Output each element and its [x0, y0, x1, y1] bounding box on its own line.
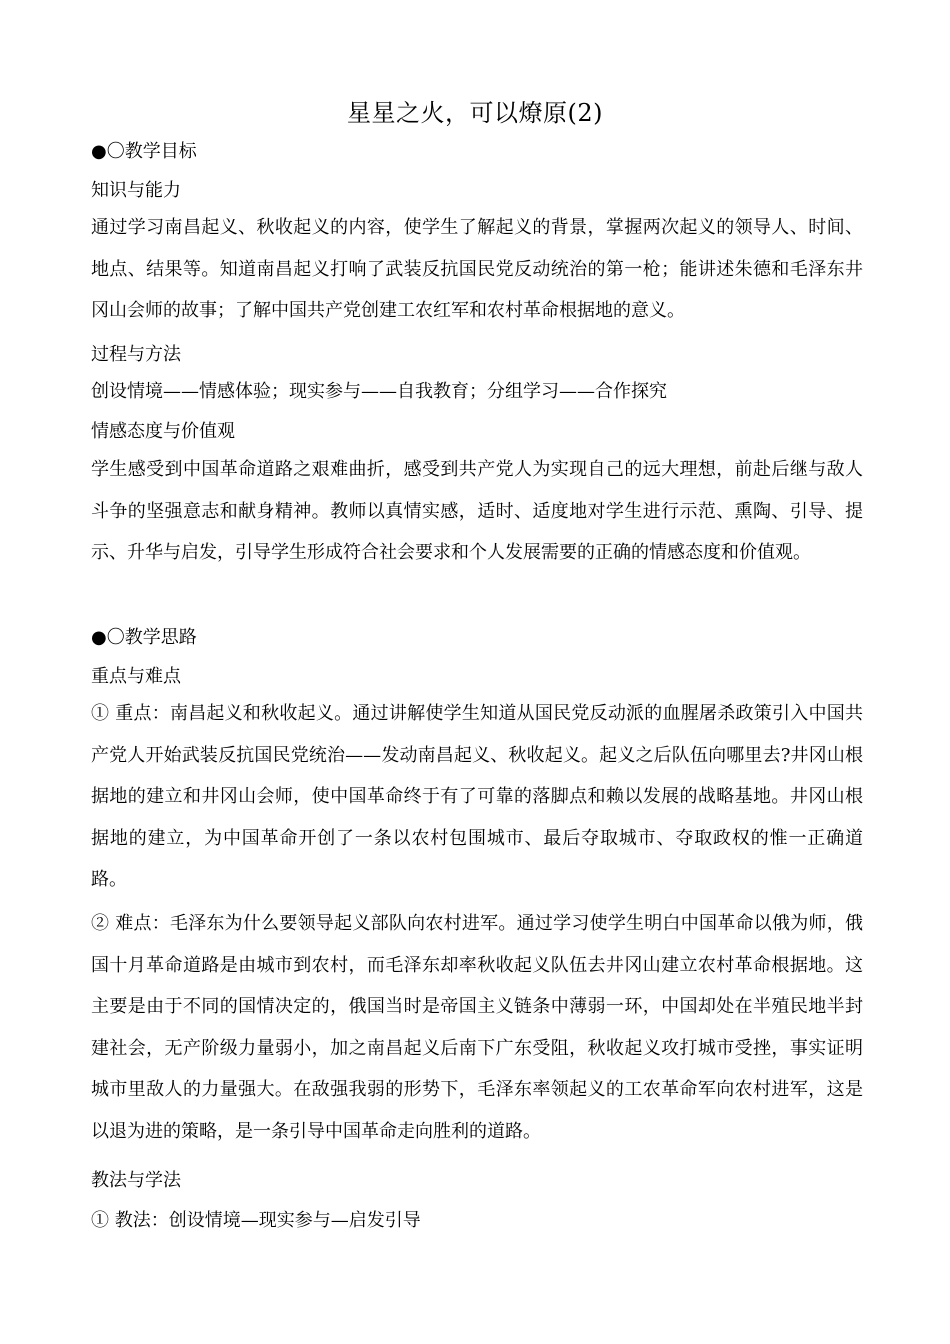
- page-title: 星星之火，可以燎原(2): [347, 99, 603, 127]
- section-heading-teaching-approach: ●〇教学思路: [91, 627, 197, 648]
- paragraph-teaching-method: ① 教法：创设情境—现实参与—启发引导: [91, 1210, 421, 1231]
- subheading-knowledge-ability: 知识与能力: [91, 180, 181, 201]
- paragraph-emotion-values: 学生感受到中国革命道路之艰难曲折，感受到共产党人为实现自己的远大理想，前赴后继与敌人斗争的坚强意志和献身精神。教师以真情实感，适时、适度地对学生进行示范、熏陶、引导、提示、升华与启发，引导学生形成符合社会要求和个人发展需要的正确的情感态度和价值观。: [91, 459, 863, 563]
- paragraph-process-method: 创设情境——情感体验；现实参与——自我教育；分组学习——合作探究: [91, 381, 667, 402]
- paragraph-key-point: ① 重点：南昌起义和秋收起义。通过讲解使学生知道从国民党反动派的血腥屠杀政策引入中国共产党人开始武装反抗国民党统治——发动南昌起义、秋收起义。起义之后队伍向哪里去?井冈山根据地的建立和井冈山会师，使中国革命终于有了可靠的落脚点和赖以发展的战略基地。井冈山根据地的建立，为中国革命开创了一条以农村包围城市、最后夺取城市、夺取政权的惟一正确道路。: [91, 703, 863, 890]
- paragraph-difficult-point: ② 难点：毛泽东为什么要领导起义部队向农村进军。通过学习使学生明白中国革命以俄为师，俄国十月革命道路是由城市到农村，而毛泽东却率秋收起义队伍去井冈山建立农村革命根据地。这主要是由于不同的国情决定的，俄国当时是帝国主义链条中薄弱一环，中国却处在半殖民地半封建社会，无产阶级力量弱小，加之南昌起义后南下广东受阻，秋收起义攻打城市受挫，事实证明城市里敌人的力量强大。在敌强我弱的形势下，毛泽东率领起义的工农革命军向农村进军，这是以退为进的策略，是一条引导中国革命走向胜利的道路。: [91, 913, 863, 1142]
- section-heading-teaching-goals: ●〇教学目标: [91, 141, 197, 162]
- subheading-emotion-values: 情感态度与价值观: [91, 421, 235, 442]
- subheading-key-difficult-points: 重点与难点: [91, 666, 181, 687]
- subheading-process-method: 过程与方法: [91, 344, 181, 365]
- subheading-teaching-learning-methods: 教法与学法: [91, 1170, 181, 1191]
- paragraph-knowledge-ability: 通过学习南昌起义、秋收起义的内容，使学生了解起义的背景，掌握两次起义的领导人、时间、地点、结果等。知道南昌起义打响了武装反抗国民党反动统治的第一枪；能讲述朱德和毛泽东井冈山会师的故事；了解中国共产党创建工农红军和农村革命根据地的意义。: [91, 217, 863, 321]
